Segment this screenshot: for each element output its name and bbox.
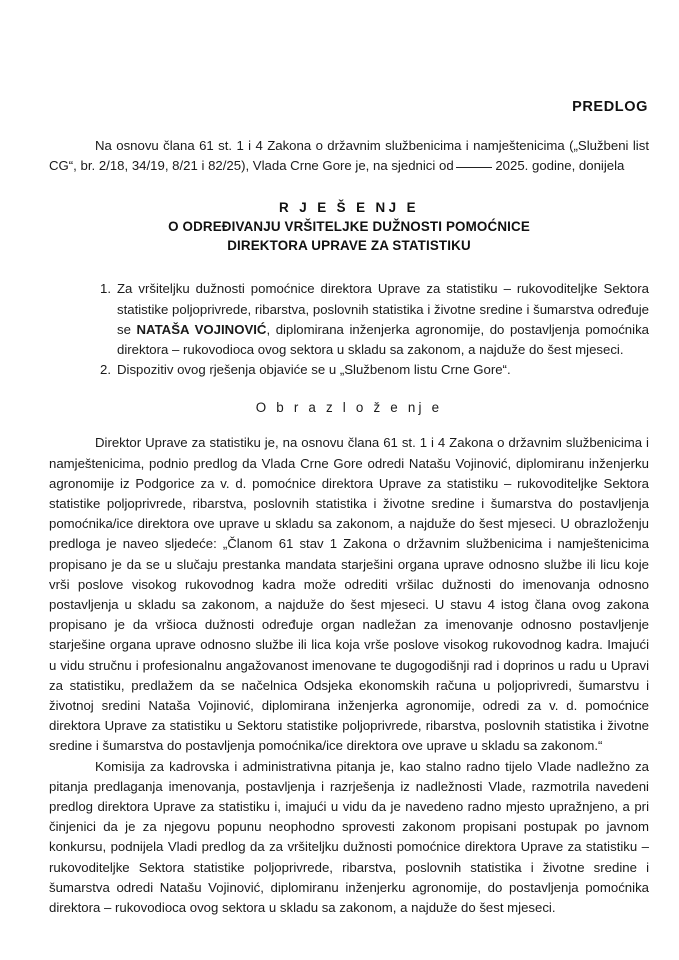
explanation-paragraph-1: Direktor Uprave za statistiku je, na osnovu člana 61 st. 1 i 4 Zakona o državnim službenicima i namještenicima, podnio predlog da Vlada Crne Gore odredi Natašu Vojinović, diplomiranu inženjerku agronomije iz Podgorice za v. d. pomoćnice direktora Uprave za statistiku – rukovoditeljke Sektora statistike poljoprivrede, ribarstva, poslovnih statistika i životne sredine i šumarstva do postavljenja pomoćnika/ice direktora ove uprave u skladu sa zakonom, a najduže do šest mjeseci. U obrazloženju predloga je naveo sljedeće: „Članom 61 stav 1 Zakona o državnim službenicima i namještenicima propisano je da se u slučaju prestanka mandata starješini organa uprave odnosno službe ili licu koje vrši poslove visokog rukovodnog kadra može odrediti vršilac dužnosti do imenovanja odnosno postavljenja u skladu sa zakonom, a najduže do šest mjeseci. U stavu 4 istog člana ovog zakona propisano je da vršioca dužnosti određuje organ nadležan za imenovanje odnosno postavljenje starješine organa uprave odnosno službe ili lica koja vrše poslove visokog rukovodnog kadra. Imajući u vidu stručnu i profesionalnu angažovanost imenovane te dugogodišnji rad i doprinos u radu u Upravi za statistiku, predlažem da se načelnica Odsjeka ekonomskih računa u poljoprivredi, šumarstvu i životnoj sredini Nataša Vojinović, diplomirana inženjerka agronomije, odredi za v. d. pomoćnice direktora Uprave za statistiku u Sektoru statistike poljoprivrede, ribarstva, poslovnih statistika i životne sredine i šumarstva do postavljenja pomoćnika/ice direktora ove uprave u skladu sa zakonom.“ xyxy=(49,435,649,754)
document-body xyxy=(49,136,649,918)
resolution-title-block xyxy=(49,198,649,255)
resolution-title-subline-1: O ODREĐIVANJU VRŠITELJKE DUŽNOSTI POMOĆNICE xyxy=(168,219,530,235)
resolution-title-subline-2: DIREKTORA UPRAVE ZA STATISTIKU xyxy=(227,238,471,254)
list-item-text-part-2: , diplomirana inženjerka agronomije, do postavljenja pomoćnika direktora – rukovodioca ovog sektora u skladu sa zakonom, a najduže do šest mjeseci. xyxy=(117,321,649,358)
list-item-number: 1. xyxy=(100,281,111,297)
intro-text-before-blank: Na osnovu člana 61 st. 1 i 4 Zakona o državnim službenicima i namještenicima („Službeni list CG“, br. 2/18, 34/19, 8/21 i 82/25), Vlada Crne Gore je, na sjednici od xyxy=(49,138,649,174)
resolution-items-list xyxy=(49,279,649,380)
document-type-label: PREDLOG xyxy=(572,99,648,115)
resolution-title-main: R J E Š E NJ E xyxy=(279,200,419,216)
list-item-text-part-1: Dispozitiv ovog rješenja objaviće se u „Službenom listu Crne Gore“. xyxy=(117,362,511,378)
list-item xyxy=(95,360,649,380)
explanation-paragraph-2: Komisija za kadrovska i administrativna pitanja je, kao stalno radno tijelo Vlade nadležno za pitanja predlaganja imenovanja, postavljenja i razrješenja iz nadležnosti Vlade, razmotrila navedeni predlog direktora Uprave za statistiku i, imajući u vidu da je navedeno radno mjesto upražnjeno, a pri činjenici da je za njegovu popunu neophodno sprovesti zakonom propisani postupak po javnom konkursu, podnijela Vladi predlog da za vršiteljku dužnosti pomoćnice direktora Uprave za statistiku – rukovoditeljke Sektora statistike poljoprivrede, ribarstva, poslovnih statistika i životne sredine i šumarstva odredi Natašu Vojinović, diplomiranu inženjerku agronomije, do postavljenja pomoćnika direktora – rukovodioca ovog sektora u skladu sa zakonom, a najduže do šest mjeseci. xyxy=(49,758,649,916)
section-heading-explanation: O b r a z l o ž e nj e xyxy=(255,400,443,416)
intro-paragraph xyxy=(49,136,649,176)
explanation-paragraphs xyxy=(49,433,649,918)
intro-text-after-blank: 2025. godine, donijela xyxy=(495,158,625,174)
list-item-number: 2. xyxy=(100,362,111,378)
appointee-name: NATAŠA VOJINOVIĆ xyxy=(136,321,267,337)
date-blank-field[interactable] xyxy=(456,167,492,168)
list-item-text-part-1: Za vršiteljku dužnosti pomoćnice direktora Uprave za statistiku – rukovoditeljke Sektora statistike poljoprivrede, ribarstva, poslovnih statistika i životne sredine i šumarstva određuje se xyxy=(117,281,649,337)
list-item xyxy=(95,279,649,360)
